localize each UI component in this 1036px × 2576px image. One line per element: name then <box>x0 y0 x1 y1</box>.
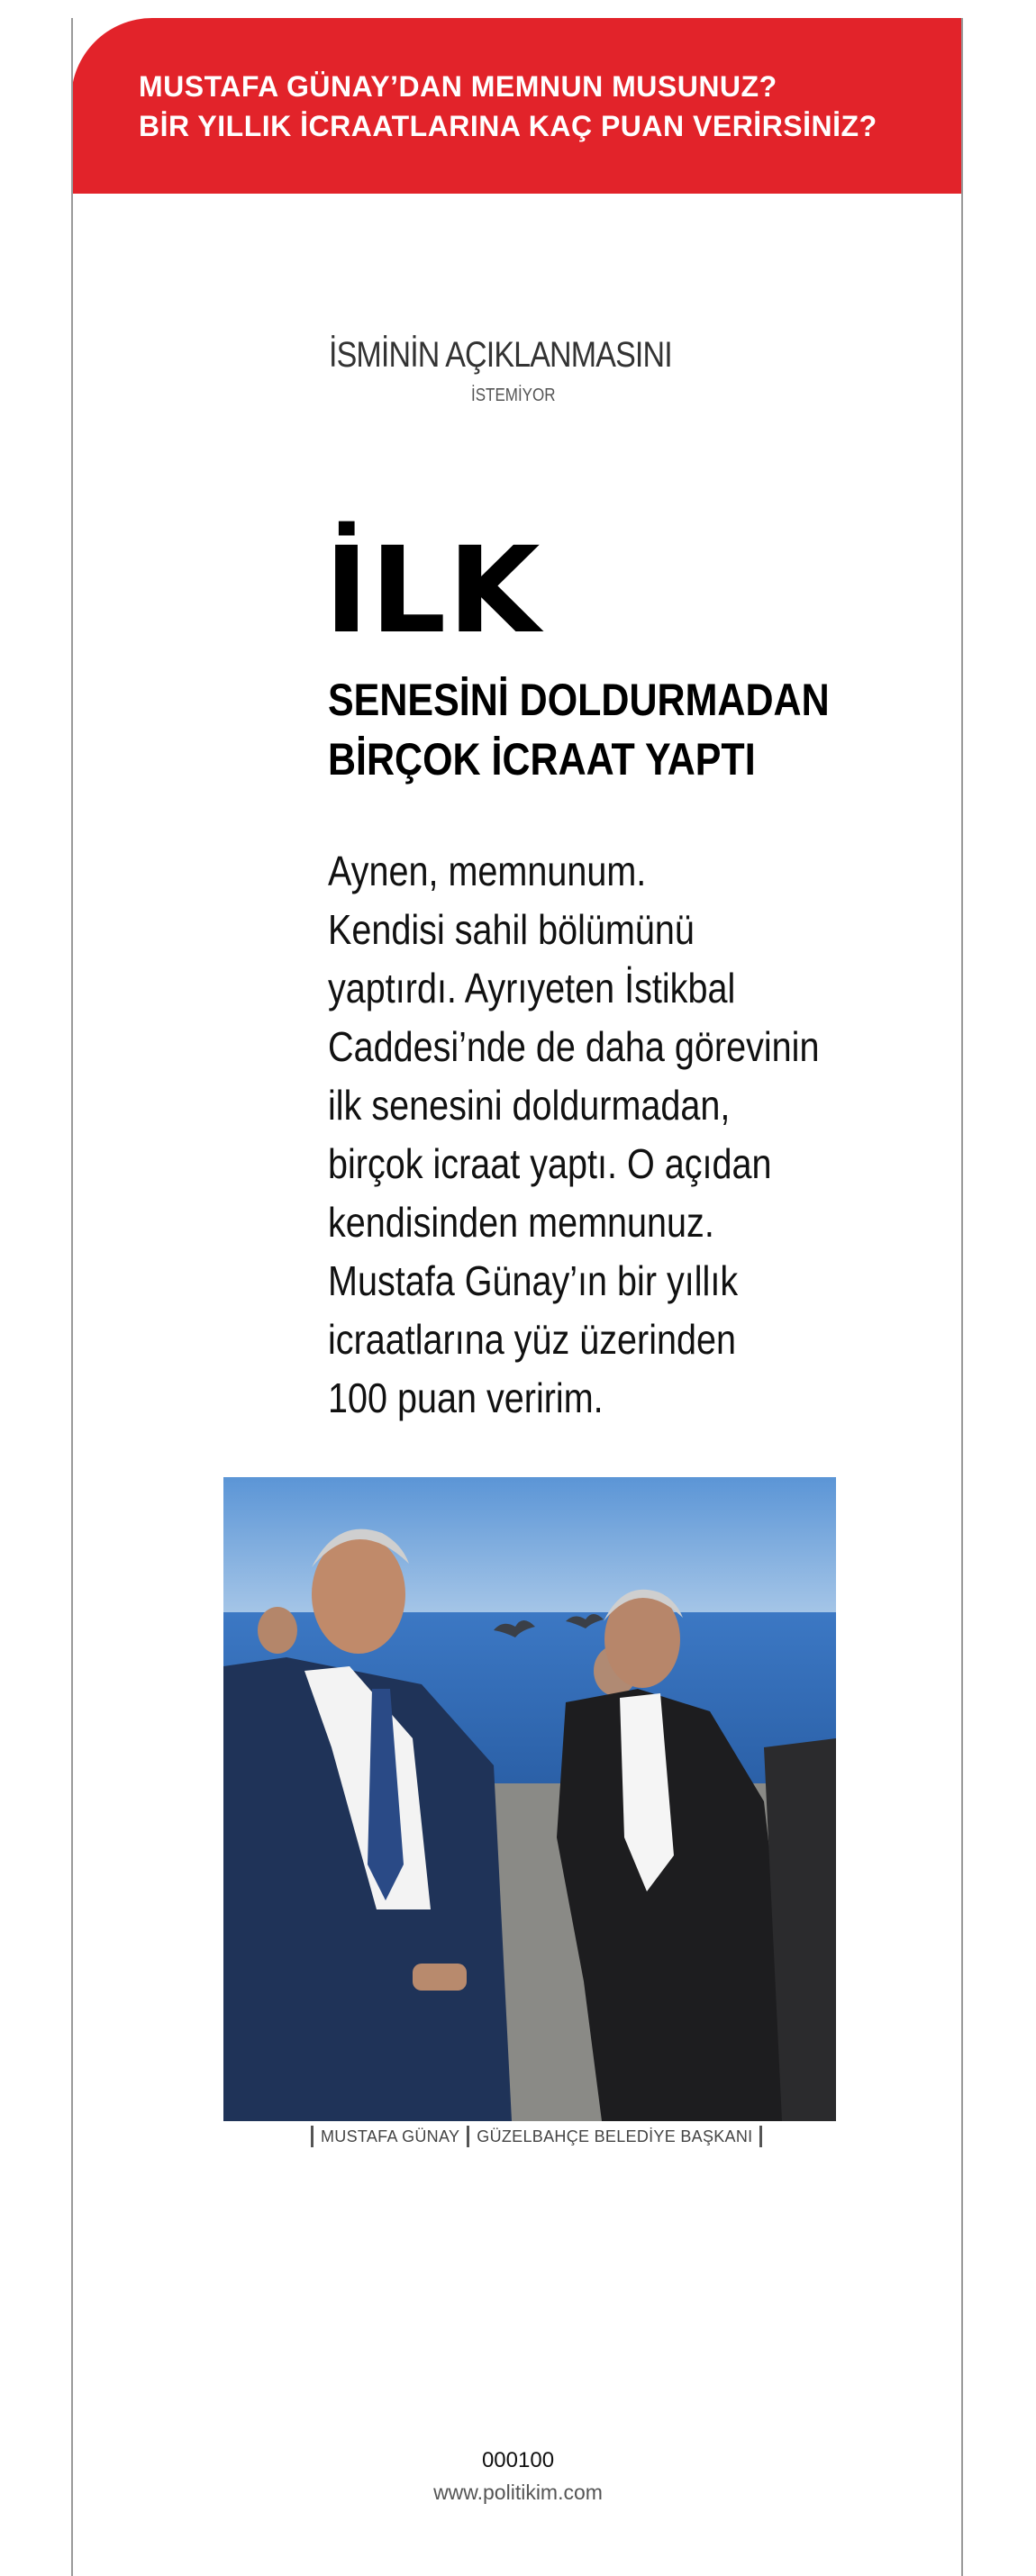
photo-illustration <box>223 1477 836 2121</box>
quote-line: 100 puan veririm. <box>328 1374 604 1421</box>
headline-line-1: SENESİNİ DOLDURMADAN <box>328 675 830 725</box>
banner-question-1: MUSTAFA GÜNAY’DAN MEMNUN MUSUNUZ? <box>139 70 777 103</box>
caption-divider <box>311 2126 314 2147</box>
quote-line: birçok icraat yaptı. O açıdan <box>328 1140 772 1187</box>
quote-line: Mustafa Günay’ın bir yıllık <box>328 1257 739 1304</box>
quote-line: yaptırdı. Ayrıyeten İstikbal <box>328 965 736 1011</box>
quote-line: kendisinden memnunuz. <box>328 1199 714 1246</box>
headline <box>328 670 830 789</box>
headline-line-2: BİRÇOK İCRAAT YAPTI <box>328 734 756 785</box>
quote-line: Kendisi sahil bölümünü <box>328 906 695 953</box>
caption-divider <box>759 2126 762 2147</box>
headline-big-word: İLK <box>324 522 542 660</box>
quote-line: Aynen, memnunum. <box>328 848 647 894</box>
caption-title: GÜZELBAHÇE BELEDİYE BAŞKANI <box>477 2127 753 2145</box>
quote-body <box>328 842 820 1428</box>
respondent-note: İSTEMİYOR <box>471 385 556 405</box>
photo-mayor-walking <box>223 1477 836 2121</box>
photo-caption <box>311 2126 762 2147</box>
quote-line: icraatlarına yüz üzerinden <box>328 1316 736 1363</box>
quote-line: Caddesi’nde de daha görevinin <box>328 1023 820 1070</box>
respondent-name: İSMİNİN AÇIKLANMASINI <box>329 335 672 375</box>
quote-line: ilk senesini doldurmadan, <box>328 1082 731 1129</box>
banner-question-2: BİR YILLIK İCRAATLARINA KAÇ PUAN VERİRSİNİZ? <box>139 110 877 142</box>
page-number: 000100 <box>481 2448 555 2472</box>
caption-divider <box>467 2126 469 2147</box>
caption-name: MUSTAFA GÜNAY <box>321 2127 460 2145</box>
website-link[interactable]: www.politikim.com <box>433 2481 603 2504</box>
